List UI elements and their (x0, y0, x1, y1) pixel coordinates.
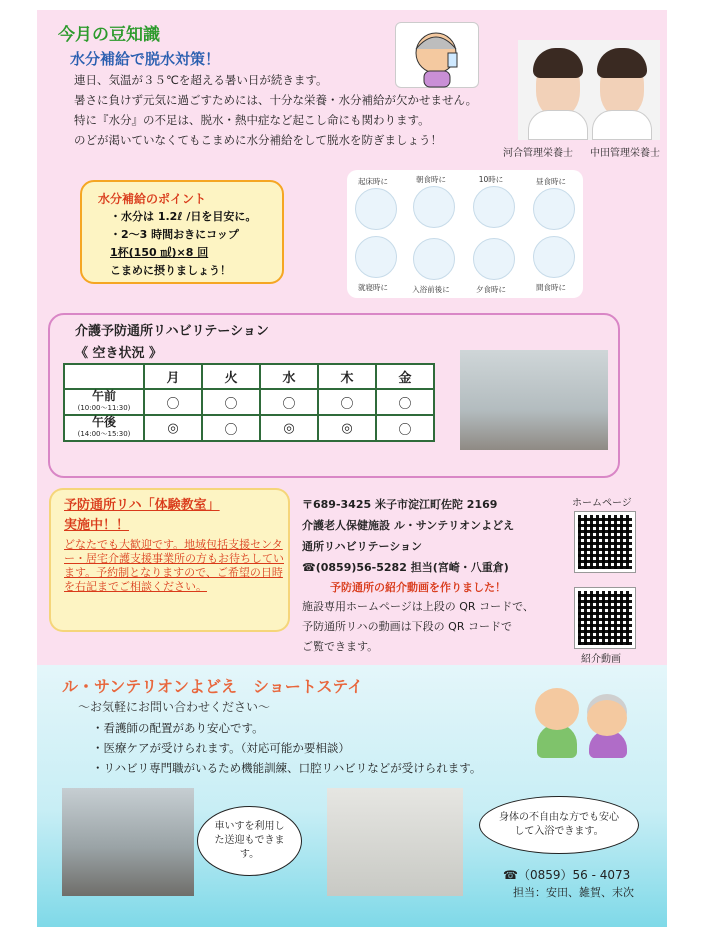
dinner-icon (473, 238, 515, 280)
video-note: 予防通所の紹介動画を作りました！ (330, 581, 506, 594)
trial-title-line: 実施中！！ (64, 518, 130, 533)
bubble-text: 身体の不自由な方でも安心して入浴できます。 (499, 812, 619, 837)
elder-woman-head (587, 700, 627, 736)
elderly-couple-illustration (525, 680, 645, 760)
address-line: 介護老人保健施設 ル・サンテリオンよどえ (302, 519, 515, 532)
nutritionists-photo (518, 40, 660, 140)
page-title: 今月の豆知識 (58, 25, 160, 45)
breakfast-icon (413, 186, 455, 228)
hydration-schedule (347, 170, 583, 298)
elder-man-head (535, 688, 579, 730)
table-row (64, 389, 434, 415)
intro-line: 連日、気温が３５℃を超える暑い日が続きます。 (74, 73, 328, 87)
video-qr-label: 紹介動画 (581, 654, 621, 665)
rehab-gym-photo (460, 350, 608, 450)
schedule-label: 起床時に (358, 177, 388, 186)
availability-table (63, 363, 435, 442)
availability-cell: 〇 (144, 389, 202, 415)
day-header: 金 (376, 364, 434, 389)
availability-cell: ◎ (318, 415, 376, 441)
address-line: 〒689-3425 米子市淀江町佐陀 2169 (302, 498, 498, 511)
feature-item: ・医療ケアが受けられます。（対応可能か要相談） (92, 741, 350, 755)
schedule-label: 入浴前後に (412, 285, 450, 294)
address-line: ☎(0859)56-5282 担当(宮崎・八重倉) (302, 561, 509, 574)
schedule-label: 昼食時に (536, 177, 566, 186)
session-time: (14:00～15:30) (77, 430, 131, 438)
session-label (64, 415, 144, 441)
schedule-label: 間食時に (536, 283, 566, 292)
schedule-label: 夕食時に (476, 285, 506, 294)
article-subtitle: 水分補給で脱水対策！ (70, 50, 221, 68)
table-row (64, 415, 434, 441)
clock-icon (473, 186, 515, 228)
schedule-label: 就寝時に (358, 283, 388, 292)
lunch-icon (533, 188, 575, 230)
speech-bubble-bathing (479, 796, 639, 854)
table-header-row (64, 364, 434, 389)
hydration-points-text (110, 208, 256, 280)
day-header: 月 (144, 364, 202, 389)
snack-icon (533, 236, 575, 278)
points-line: 1杯(150 ㎖)×8 回 (110, 246, 209, 259)
feature-item: ・看護師の配置があり安心です。 (92, 721, 264, 735)
drinking-elder-illustration (395, 22, 479, 88)
short-stay-phone: ☎（0859）56 - 4073 (503, 868, 631, 882)
availability-cell: 〇 (376, 389, 434, 415)
hydration-points-title: 水分補給のポイント (98, 192, 207, 206)
session-name: 午前 (91, 389, 116, 403)
qr-line: 予防通所リハの動画は下段の QR コードで (302, 620, 512, 633)
nutritionist-coat (528, 110, 588, 140)
availability-cell: ◎ (260, 415, 318, 441)
intro-line: 暑さに負けず元気に過ごすためには、十分な栄養・水分補給が欠かせません。 (74, 93, 478, 107)
video-qr-code[interactable] (575, 588, 635, 648)
speech-bubble-transport (197, 806, 302, 876)
wheelchair-van-photo (62, 788, 194, 896)
trial-title-line: 予防通所リハ「体験教室」 (64, 498, 220, 513)
qr-line: ご覧できます。 (302, 640, 379, 653)
day-header: 水 (260, 364, 318, 389)
nutritionist-face (536, 54, 580, 116)
trial-class-title (64, 496, 220, 536)
availability-cell: 〇 (202, 415, 260, 441)
points-line: ・2～3 時間おきにコップ (110, 228, 239, 241)
points-line: ・水分は 1.2ℓ /日を目安に。 (110, 210, 257, 223)
bath-icon (413, 238, 455, 280)
table-corner (64, 364, 144, 389)
address-line: 通所リハビリテーション (302, 540, 423, 553)
facility-address (302, 494, 514, 578)
bubble-text: 車いすを利用した送迎もできます。 (214, 821, 285, 860)
short-stay-staff: 担当：安田、雑賀、末次 (513, 886, 634, 899)
nutritionist-coat (592, 110, 652, 140)
nutritionist-name: 中田管理栄養士 (590, 148, 660, 159)
trial-class-text: どなたでも大歓迎です。地域包括支援センター・居宅介護支援事業所の方もお待ちしています。予約制となりますので、ご希望の日時を右記までご相談ください。 (64, 538, 284, 593)
session-label (64, 389, 144, 415)
feature-item: ・リハビリ専門職がいるため機能訓練、口腔リハビリなどが受けられます。 (92, 761, 482, 775)
qr-line: 施設専用ホームページは上段の QR コードで、 (302, 600, 534, 613)
moon-icon (355, 236, 397, 278)
care-subtitle: 《 空き状況 》 (75, 346, 163, 361)
short-stay-features (92, 718, 481, 778)
availability-cell: ◎ (144, 415, 202, 441)
session-name: 午後 (91, 415, 116, 429)
nutritionist-name: 河合管理栄養士 (503, 148, 573, 159)
qr-instructions (302, 597, 534, 657)
short-stay-title: ル・サンテリオンよどえ ショートステイ (62, 677, 364, 696)
schedule-label: 朝食時に (416, 175, 446, 184)
availability-cell: 〇 (202, 389, 260, 415)
bathing-facility-photo (327, 788, 463, 896)
intro-line: のどが渇いていなくてもこまめに水分補給をして脱水を防ぎましょう！ (74, 133, 442, 147)
points-line: こまめに摂りましょう！ (110, 264, 231, 277)
schedule-label: 10時に (478, 175, 504, 184)
day-header: 木 (318, 364, 376, 389)
nutritionist-face (600, 54, 644, 116)
availability-cell: 〇 (318, 389, 376, 415)
homepage-qr-code[interactable] (575, 512, 635, 572)
short-stay-subtitle: ～お気軽にお問い合わせください～ (78, 700, 271, 714)
homepage-qr-label: ホームページ (572, 498, 632, 509)
alarm-clock-icon (355, 188, 397, 230)
intro-line: 特に『水分』の不足は、脱水・熱中症など起こし命にも関わります。 (74, 113, 430, 127)
availability-cell: 〇 (376, 415, 434, 441)
day-header: 火 (202, 364, 260, 389)
session-time: (10:00～11:30) (77, 404, 131, 412)
availability-cell: 〇 (260, 389, 318, 415)
care-title: 介護予防通所リハビリテーション (75, 324, 269, 339)
